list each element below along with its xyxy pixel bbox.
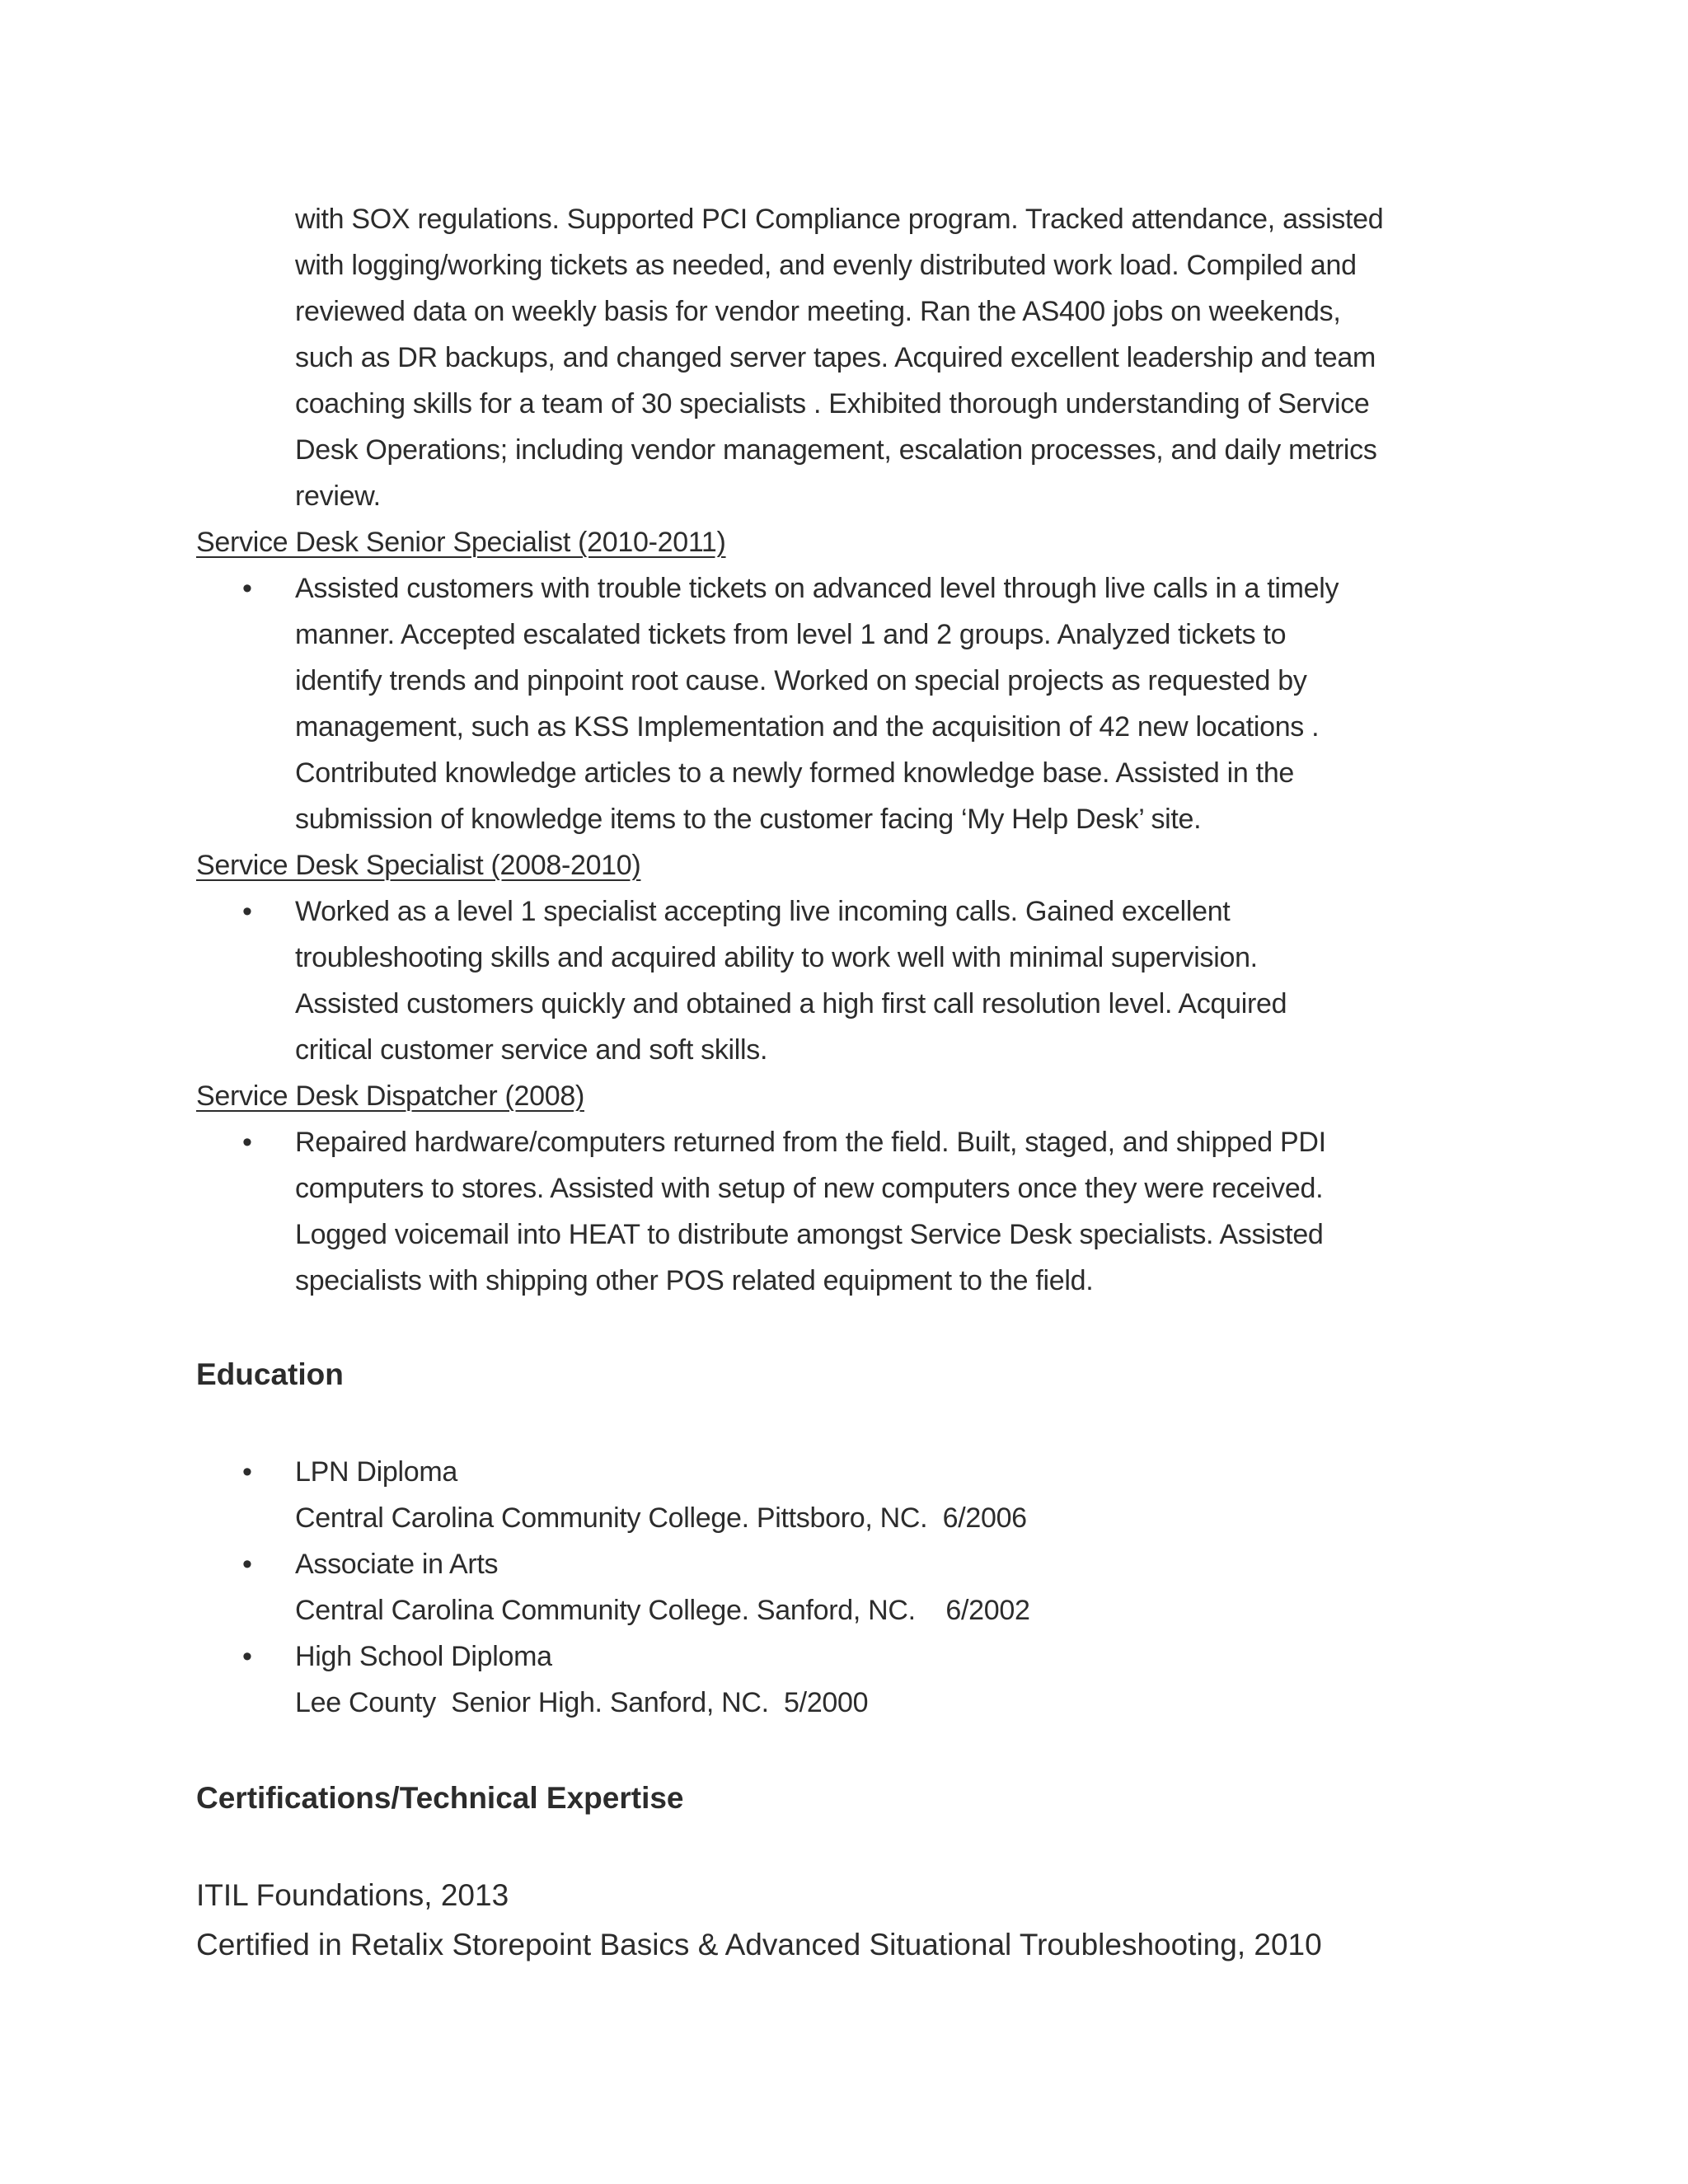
job-title-senior-specialist: Service Desk Senior Specialist (2010-2011) bbox=[196, 527, 726, 558]
description-line: such as DR backups, and changed server tapes. Acquired excellent leadership and team bbox=[295, 342, 1376, 373]
education-detail: Central Carolina Community College. Pittsboro, NC. 6/2006 bbox=[295, 1502, 1027, 1534]
description-line: submission of knowledge items to the customer facing ‘My Help Desk’ site. bbox=[295, 804, 1202, 835]
description-line: Repaired hardware/computers returned from the field. Built, staged, and shipped PDI bbox=[295, 1127, 1326, 1158]
bullet-icon: • bbox=[242, 1456, 252, 1488]
description-line: computers to stores. Assisted with setup of new computers once they were received. bbox=[295, 1173, 1324, 1204]
bullet-icon: • bbox=[242, 896, 252, 927]
certifications-heading: Certifications/Technical Expertise bbox=[196, 1781, 684, 1815]
description-line: troubleshooting skills and acquired ability to work well with minimal supervision. bbox=[295, 942, 1258, 973]
description-line: identify trends and pinpoint root cause. Worked on special projects as requested by bbox=[295, 665, 1307, 696]
job-title-specialist: Service Desk Specialist (2008-2010) bbox=[196, 850, 641, 881]
certification-item: Certified in Retalix Storepoint Basics & Advanced Situational Troubleshooting, 2010 bbox=[196, 1928, 1322, 1961]
job-description-dispatcher bbox=[295, 1119, 1494, 1304]
description-line: with logging/working tickets as needed, and evenly distributed work load. Compiled and bbox=[295, 250, 1357, 281]
education-degree: LPN Diploma bbox=[295, 1456, 457, 1488]
description-line: Desk Operations; including vendor management, escalation processes, and daily metrics bbox=[295, 434, 1377, 466]
education-degree: High School Diploma bbox=[295, 1641, 552, 1672]
education-detail: Lee County Senior High. Sanford, NC. 5/2000 bbox=[295, 1687, 869, 1718]
education-heading: Education bbox=[196, 1357, 344, 1391]
description-line: Worked as a level 1 specialist accepting live incoming calls. Gained excellent bbox=[295, 896, 1231, 927]
description-line: management, such as KSS Implementation and the acquisition of 42 new locations . bbox=[295, 711, 1320, 743]
description-line: Logged voicemail into HEAT to distribute amongst Service Desk specialists. Assisted bbox=[295, 1219, 1324, 1250]
description-line: specialists with shipping other POS related equipment to the field. bbox=[295, 1265, 1094, 1296]
description-line: with SOX regulations. Supported PCI Compliance program. Tracked attendance, assisted bbox=[295, 204, 1384, 235]
bullet-icon: • bbox=[242, 573, 252, 604]
job-description-specialist bbox=[295, 888, 1494, 1073]
continued-job-description bbox=[295, 196, 1486, 519]
description-line: Contributed knowledge articles to a newly formed knowledge base. Assisted in the bbox=[295, 757, 1295, 789]
education-detail: Central Carolina Community College. Sanford, NC. 6/2002 bbox=[295, 1595, 1030, 1626]
education-degree: Associate in Arts bbox=[295, 1549, 499, 1580]
job-description-senior-specialist bbox=[295, 565, 1494, 842]
description-line: coaching skills for a team of 30 specialists . Exhibited thorough understanding of Service bbox=[295, 388, 1370, 419]
description-line: review. bbox=[295, 480, 381, 512]
bullet-icon: • bbox=[242, 1641, 252, 1672]
job-title-dispatcher: Service Desk Dispatcher (2008) bbox=[196, 1080, 584, 1112]
bullet-icon: • bbox=[242, 1549, 252, 1580]
description-line: Assisted customers with trouble tickets on advanced level through live calls in a timely bbox=[295, 573, 1339, 604]
description-line: manner. Accepted escalated tickets from level 1 and 2 groups. Analyzed tickets to bbox=[295, 619, 1287, 650]
bullet-icon: • bbox=[242, 1127, 252, 1158]
description-line: critical customer service and soft skills. bbox=[295, 1034, 768, 1066]
description-line: Assisted customers quickly and obtained a high first call resolution level. Acquired bbox=[295, 988, 1287, 1019]
description-line: reviewed data on weekly basis for vendor meeting. Ran the AS400 jobs on weekends, bbox=[295, 296, 1341, 327]
certification-item: ITIL Foundations, 2013 bbox=[196, 1878, 509, 1912]
